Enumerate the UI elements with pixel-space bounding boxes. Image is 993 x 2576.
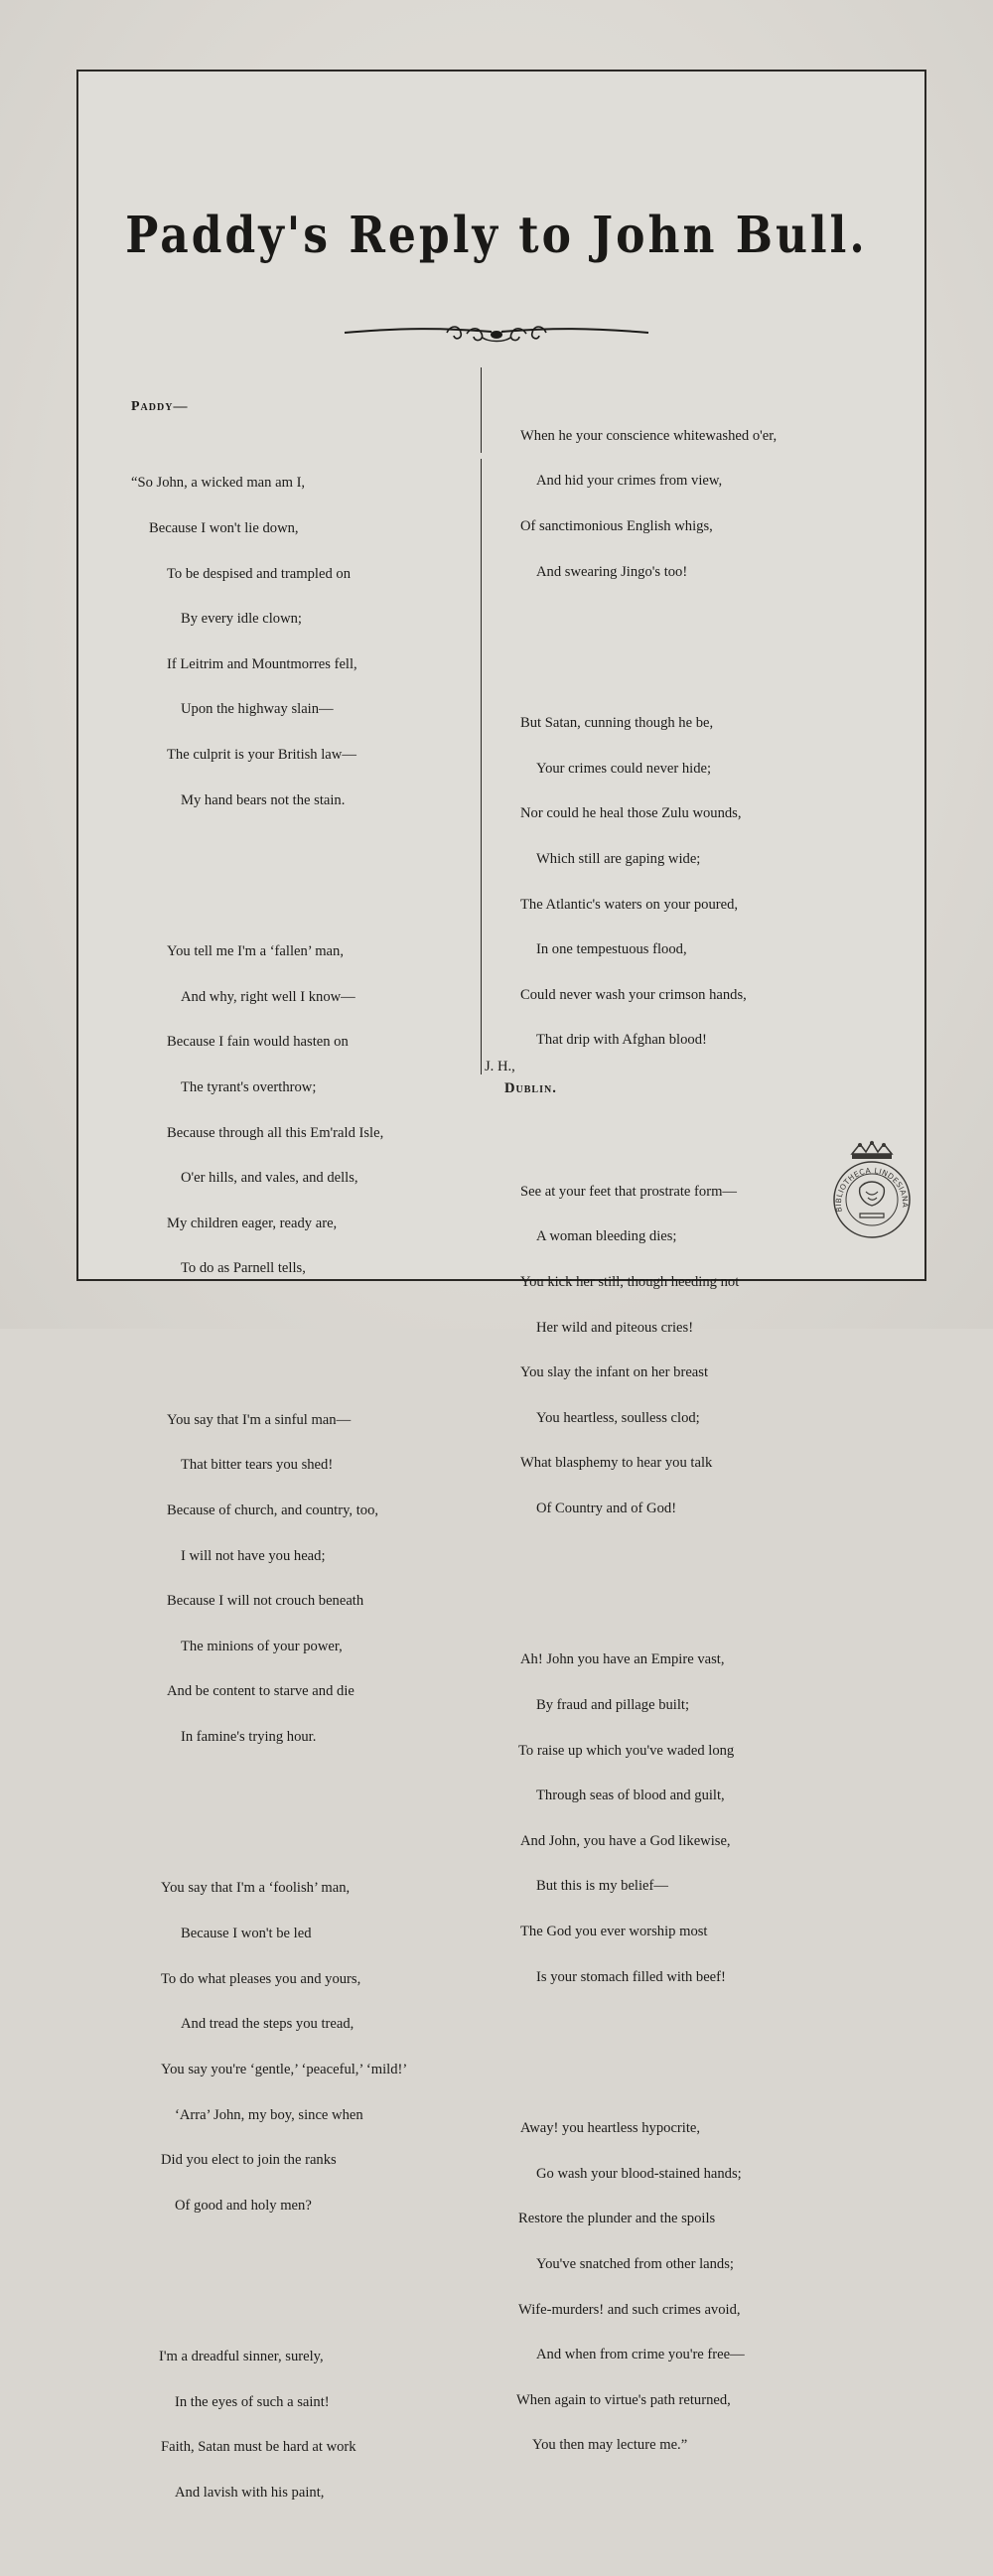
author-city: Dublin. [504,1080,557,1096]
verse-line: Because of church, and country, too, [167,1503,379,1519]
verse-line: Could never wash your crimson hands, [520,986,747,1003]
library-stamp-icon [830,1140,914,1239]
verse-line: Because through all this Em'rald Isle, [167,1124,384,1141]
verse-line: Of Country and of God! [536,1501,677,1517]
stanza [131,1382,407,1775]
verse-line: My children eager, ready are, [167,1215,338,1231]
verse-line: My hand bears not the stain. [181,791,346,808]
verse-line: What blasphemy to hear you talk [520,1455,713,1472]
verse-line: The God you ever worship most [520,1924,708,1940]
column-divider [481,459,482,1074]
column-divider [481,367,482,453]
verse-line: But this is my belief— [536,1878,668,1895]
stamp-text: BIBLIOTHECA LINDESIANA [833,1166,911,1214]
verse-line: In famine's trying hour. [181,1729,317,1746]
verse-line: You then may lecture me.” [532,2437,688,2454]
verse-line: O'er hills, and vales, and dells, [181,1170,358,1187]
verse-line: When he your conscience whitewashed o'er, [520,427,778,444]
verse-line: Did you elect to join the ranks [161,2152,337,2169]
verse-line: When again to virtue's path returned, [516,2391,731,2408]
verse-line: Through seas of blood and guilt, [536,1788,725,1804]
verse-line: Because I fain would hasten on [167,1034,349,1051]
verse-line: You heartless, soulless clod; [536,1409,700,1426]
verse-line: And why, right well I know— [181,988,355,1005]
verse-line: You say you're ‘gentle,’ ‘peaceful,’ ‘mild!’ [161,2061,408,2077]
verse-line: Ah! John you have an Empire vast, [520,1651,725,1668]
verse-line: And tread the steps you tread, [181,2016,355,2033]
verse-line: You kick her still, though heeding not [520,1273,740,1290]
verse-line: Is your stomach filled with beef! [536,1968,726,1985]
stanza [131,446,407,838]
verse-line: In one tempestuous flood, [536,941,687,958]
verse-line: Which still are gaping wide; [536,850,701,867]
verse-line: By every idle clown; [181,611,302,628]
verse-line: The tyrant's overthrow; [181,1078,317,1095]
verse-line: Because I won't be led [181,1926,312,1942]
verse-line: Of sanctimonious English whigs, [520,518,713,535]
verse-line: Because I won't lie down, [149,520,299,537]
title-ornament [343,320,650,346]
stanza [131,915,407,1307]
verse-line: Her wild and piteous cries! [536,1319,694,1336]
verse-line: The Atlantic's waters on your poured, [520,896,739,913]
signature-block [485,1056,557,1099]
stanza [131,1851,407,2243]
stanza [516,2091,777,2484]
verse-line: Because I will not crouch beneath [167,1593,364,1610]
poem-title: Paddy's Reply to John Bull. [125,207,868,265]
verse-line: You've snatched from other lands; [536,2255,734,2272]
verse-line: And hid your crimes from view, [536,473,723,490]
verse-line: And be content to starve and die [167,1683,355,1700]
verse-line: Faith, Satan must be hard at work [161,2439,356,2456]
verse-line: And John, you have a God likewise, [520,1832,731,1849]
verse-line: To do what pleases you and yours, [161,1970,361,1987]
stanza [131,2320,407,2531]
verse-line: To do as Parnell tells, [181,1260,306,1277]
verse-line: “So John, a wicked man am I, [131,475,306,492]
verse-line: And swearing Jingo's too! [536,563,688,580]
verse-line: Away! you heartless hypocrite, [520,2120,701,2137]
verse-line: To raise up which you've waded long [518,1742,735,1759]
stanza [516,1623,777,2015]
verse-line: If Leitrim and Mountmorres fell, [167,655,357,672]
verse-line: Nor could he heal those Zulu wounds, [520,805,742,822]
author-initials: J. H., [485,1059,515,1074]
verse-line: And lavish with his paint, [175,2485,325,2501]
verse-line: In the eyes of such a saint! [175,2393,330,2410]
verse-line: But Satan, cunning though he be, [520,715,714,732]
verse-line: You tell me I'm a ‘fallen’ man, [167,943,344,960]
verse-line: I will not have you head; [181,1547,326,1564]
verse-line: You say that I'm a ‘foolish’ man, [161,1880,351,1897]
right-column [516,368,777,2528]
left-column [131,369,407,2576]
stanza [516,398,777,610]
verse-line: By fraud and pillage built; [536,1697,690,1714]
verse-line: Wife-murders! and such crimes avoid, [518,2301,741,2318]
verse-line: To be despised and trampled on [167,565,352,582]
speaker-label: Paddy— [131,399,189,415]
verse-line: And when from crime you're free— [536,2347,745,2363]
verse-line: The culprit is your British law— [167,747,356,764]
verse-line: See at your feet that prostrate form— [520,1183,738,1200]
verse-line: Restore the plunder and the spoils [518,2211,716,2227]
verse-line: ‘Arra’ John, my boy, since when [175,2106,363,2123]
verse-line: That drip with Afghan blood! [536,1032,707,1049]
verse-line: I'm a dreadful sinner, surely, [159,2349,324,2365]
stanza [516,686,777,1078]
verse-line: You say that I'm a sinful man— [167,1411,352,1428]
verse-line: Your crimes could never hide; [536,760,712,777]
verse-line: A woman bleeding dies; [536,1228,677,1245]
verse-line: Of good and holy men? [175,2197,312,2214]
verse-line: Upon the highway slain— [181,701,334,718]
verse-line: You slay the infant on her breast [520,1364,709,1381]
verse-line: Go wash your blood-stained hands; [536,2165,742,2182]
verse-line: That bitter tears you shed! [181,1457,334,1474]
stanza [516,1154,777,1546]
verse-line: The minions of your power, [181,1638,343,1654]
